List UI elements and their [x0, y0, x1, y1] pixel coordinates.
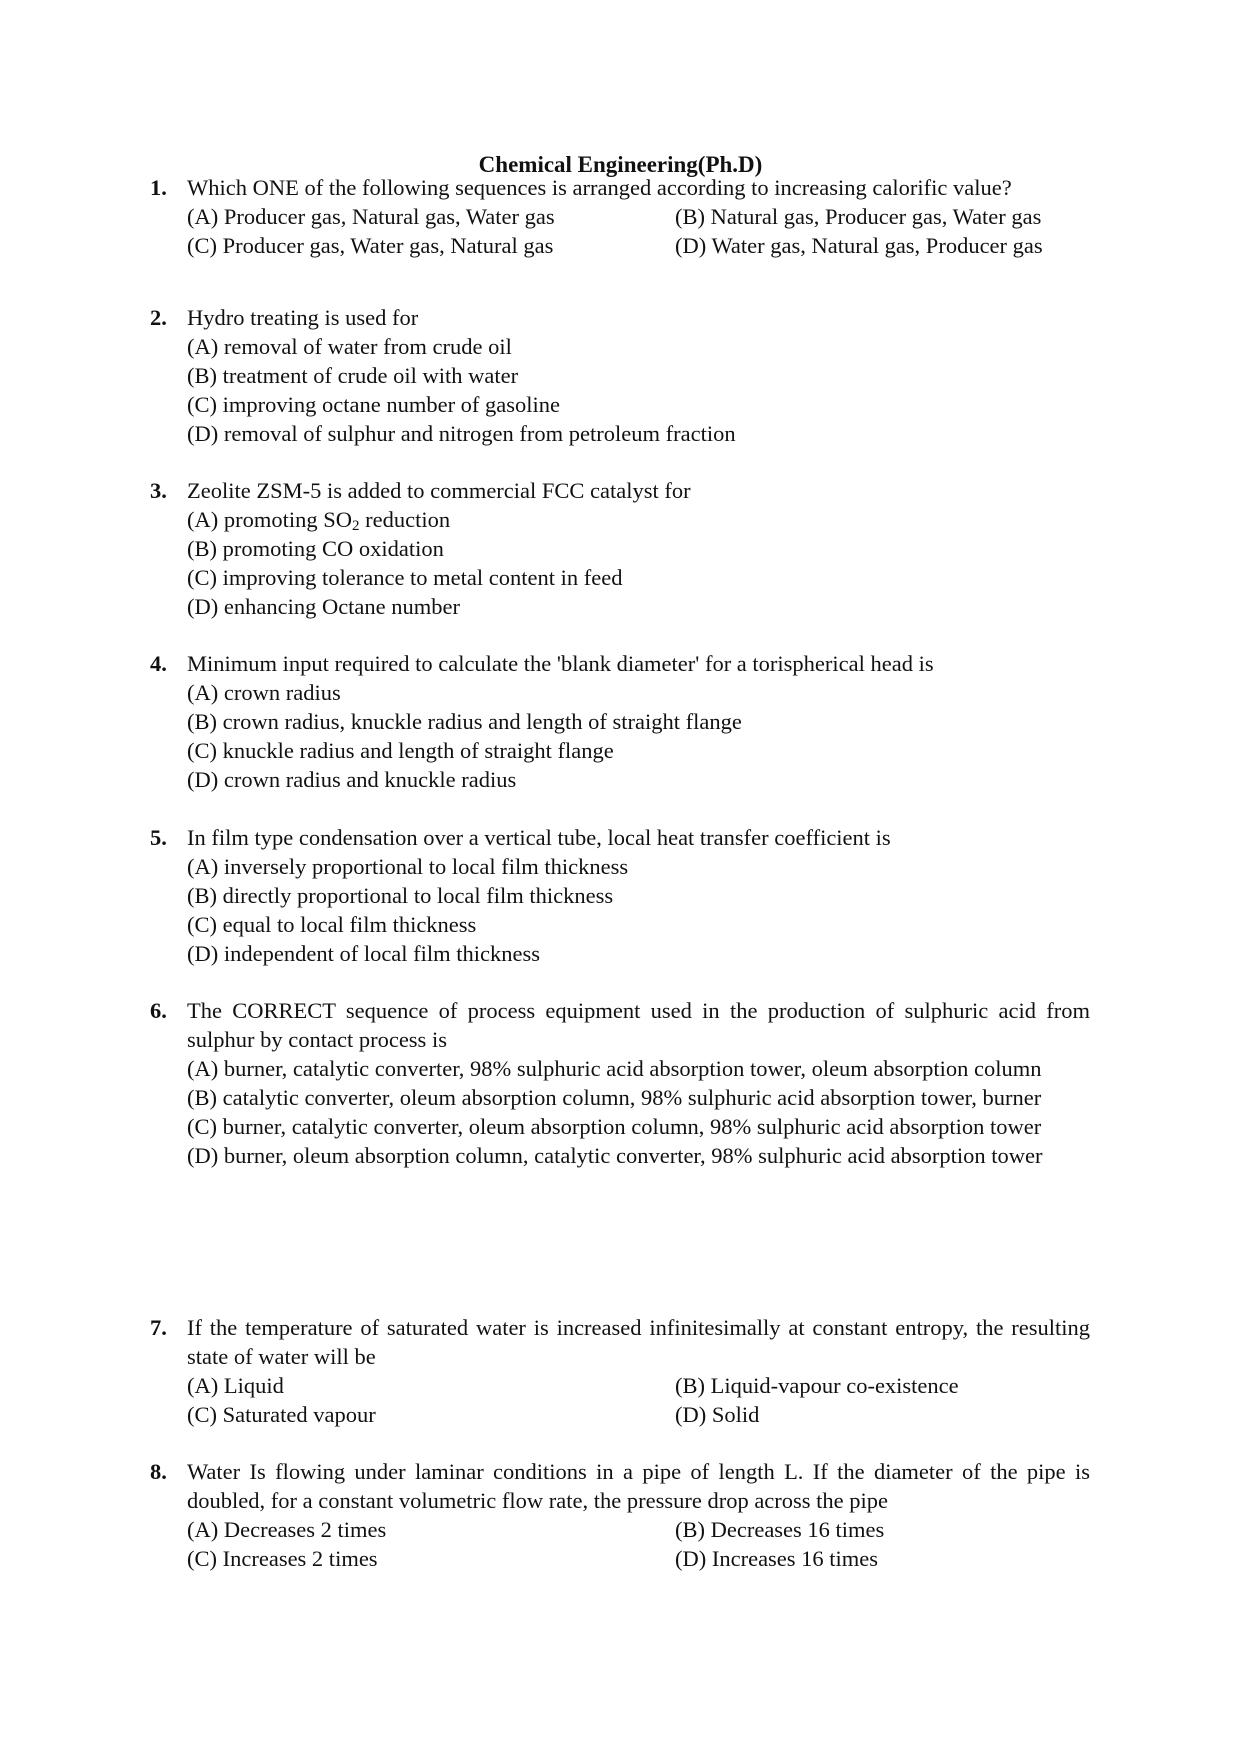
subscript: 2 — [352, 518, 360, 534]
question-5 — [150, 823, 1090, 968]
question-number: 4. — [150, 651, 167, 676]
question-number: 2. — [150, 305, 167, 330]
option-row — [187, 231, 1090, 260]
question-7 — [150, 1313, 1090, 1429]
question-3 — [150, 476, 1090, 621]
option-row — [187, 202, 1090, 231]
option-a: (A) inversely proportional to local film thickness — [187, 854, 629, 879]
question-text: In film type condensation over a vertical tube, local heat transfer coefficient is — [187, 825, 891, 850]
question-text: Water Is flowing under laminar conditions in a pipe of length L. If the diameter of the pipe is doubled, for a constant volumetric flow rate, the pressure drop across the pipe — [187, 1459, 1090, 1513]
option-b: (B) directly proportional to local film thickness — [187, 883, 614, 908]
option-c: (C) improving tolerance to metal content in feed — [187, 565, 623, 590]
option-a: (A) Producer gas, Natural gas, Water gas — [187, 204, 555, 229]
option-b: (B) promoting CO oxidation — [187, 536, 444, 561]
option-d: (D) Water gas, Natural gas, Producer gas — [675, 233, 1043, 258]
option-row — [187, 1544, 1090, 1573]
option-row — [187, 1371, 1090, 1400]
option-b: (B) crown radius, knuckle radius and length of straight flange — [187, 709, 742, 734]
option-a: (A) removal of water from crude oil — [187, 334, 512, 359]
option-c: (C) Producer gas, Water gas, Natural gas — [187, 233, 554, 258]
option-d: (D) independent of local film thickness — [187, 941, 541, 966]
question-8 — [150, 1457, 1090, 1573]
option-d: (D) burner, oleum absorption column, catalytic converter, 98% sulphuric acid absorption tower — [187, 1143, 1043, 1168]
option-row — [187, 1515, 1090, 1544]
question-number: 3. — [150, 478, 167, 503]
option-row — [187, 1400, 1090, 1429]
question-text: The CORRECT sequence of process equipment used in the production of sulphuric acid from sulphur by contact process is — [187, 998, 1090, 1052]
page-title: Chemical Engineering(Ph.D) — [478, 152, 763, 177]
question-text: Minimum input required to calculate the 'blank diameter' for a torispherical head is — [187, 651, 934, 676]
question-4 — [150, 649, 1090, 794]
option-d: (D) Solid — [675, 1402, 760, 1427]
option-c: (C) improving octane number of gasoline — [187, 392, 561, 417]
option-c: (C) equal to local film thickness — [187, 912, 477, 937]
question-number: 7. — [150, 1315, 167, 1340]
question-text: If the temperature of saturated water is increased infinitesimally at constant entropy, the resulting state of water will be — [187, 1315, 1090, 1369]
question-6 — [150, 996, 1090, 1170]
question-number: 1. — [150, 175, 167, 200]
option-a: (A) Liquid — [187, 1373, 284, 1398]
option-c: (C) Saturated vapour — [187, 1402, 376, 1427]
option-d: (D) Increases 16 times — [675, 1546, 879, 1571]
question-text: Hydro treating is used for — [187, 305, 419, 330]
option-c: (C) burner, catalytic converter, oleum absorption column, 98% sulphuric acid absorption tower — [187, 1114, 1042, 1139]
option-d: (D) enhancing Octane number — [187, 594, 461, 619]
question-number: 6. — [150, 998, 167, 1023]
option-b: (B) catalytic converter, oleum absorption column, 98% sulphuric acid absorption tower, burner — [187, 1085, 1042, 1110]
question-text: Which ONE of the following sequences is arranged according to increasing calorific value? — [187, 175, 1012, 200]
option-c: (C) knuckle radius and length of straight flange — [187, 738, 614, 763]
option-b: (B) treatment of crude oil with water — [187, 363, 519, 388]
option-a: (A) Decreases 2 times — [187, 1517, 387, 1542]
option-a: (A) crown radius — [187, 680, 341, 705]
question-1 — [150, 173, 1090, 260]
question-text: Zeolite ZSM-5 is added to commercial FCC catalyst for — [187, 478, 691, 503]
option-b: (B) Decreases 16 times — [675, 1517, 885, 1542]
option-a: (A) burner, catalytic converter, 98% sulphuric acid absorption tower, oleum absorption column — [187, 1056, 1042, 1081]
option-b: (B) Liquid-vapour co-existence — [675, 1373, 959, 1398]
option-b: (B) Natural gas, Producer gas, Water gas — [675, 204, 1042, 229]
question-2 — [150, 303, 1090, 448]
option-d: (D) crown radius and knuckle radius — [187, 767, 517, 792]
question-number: 8. — [150, 1459, 167, 1484]
option-d: (D) removal of sulphur and nitrogen from petroleum fraction — [187, 421, 736, 446]
question-number: 5. — [150, 825, 167, 850]
option-a: (A) promoting $SO_2$ reduction — [187, 507, 451, 534]
option-c: (C) Increases 2 times — [187, 1546, 378, 1571]
